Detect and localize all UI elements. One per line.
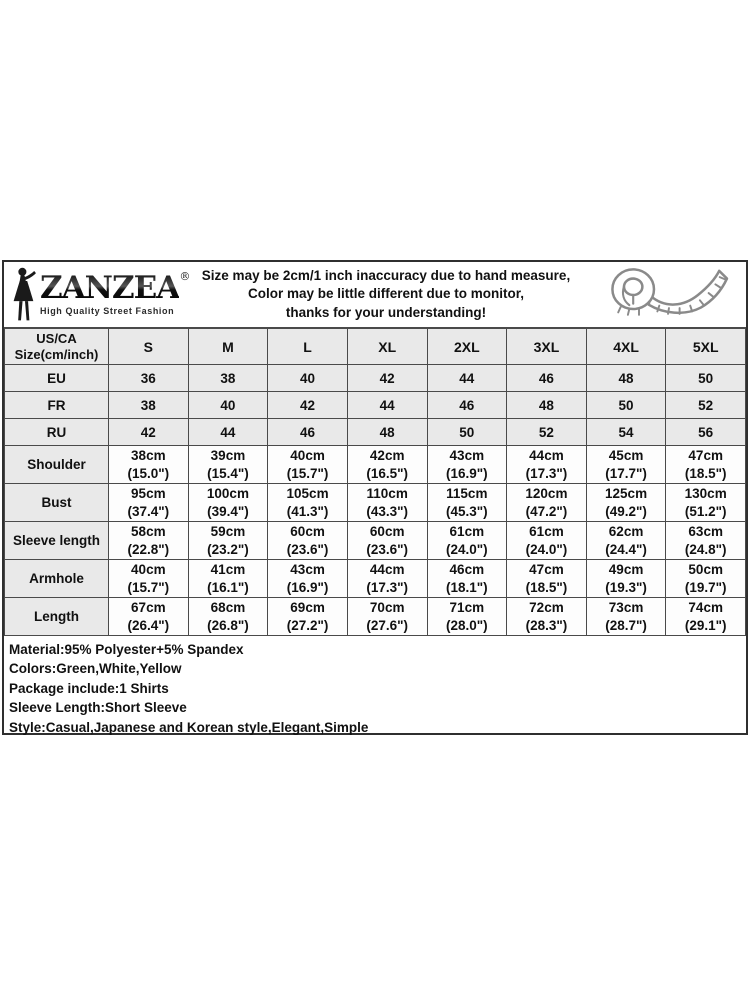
shoulder-cell	[109, 446, 189, 484]
fr-value: 42	[268, 392, 348, 419]
armhole-cell	[109, 560, 189, 598]
cm-value: 130cm	[684, 486, 727, 501]
inch-value: (51.2")	[684, 503, 727, 519]
cm-value: 74cm	[688, 600, 723, 615]
inch-value: (47.2")	[525, 503, 568, 519]
cm-value: 47cm	[529, 562, 564, 577]
cm-value: 105cm	[286, 486, 329, 501]
size-col-3xl: 3XL	[507, 329, 587, 365]
inch-value: (24.8")	[684, 541, 727, 557]
eu-value: 36	[109, 365, 189, 392]
table-row-length	[5, 598, 746, 636]
inch-value: (19.3")	[605, 579, 647, 595]
cm-value: 70cm	[369, 600, 405, 615]
inch-value: (24.0")	[525, 541, 568, 557]
table-row-bust	[5, 484, 746, 522]
eu-value: 50	[666, 365, 746, 392]
length-cell	[586, 598, 666, 636]
cm-value: 60cm	[290, 524, 325, 539]
inch-value: (15.0")	[127, 465, 170, 481]
cm-value: 100cm	[206, 486, 249, 501]
eu-value: 48	[586, 365, 666, 392]
fr-value: 50	[586, 392, 666, 419]
armhole-cell	[268, 560, 348, 598]
size-col-4xl: 4XL	[586, 329, 666, 365]
row-label-armhole: Armhole	[5, 560, 109, 598]
cm-value: 62cm	[608, 524, 644, 539]
detail-sleeve-length: Sleeve Length:Short Sleeve	[9, 700, 187, 716]
cm-value: 50cm	[688, 562, 723, 577]
detail-material: Material:95% Polyester+5% Spandex	[9, 642, 244, 657]
length-cell	[347, 598, 427, 636]
disclaimer-line-2: Color may be little different due to monitor,	[247, 286, 525, 302]
ru-value: 42	[109, 419, 189, 446]
armhole-cell	[188, 560, 268, 598]
bust-cell	[427, 484, 507, 522]
size-chart-sheet	[2, 260, 748, 735]
inch-value: (29.1")	[684, 617, 727, 633]
size-col-2xl: 2XL	[427, 329, 507, 365]
fr-value: 48	[507, 392, 587, 419]
armhole-cell	[347, 560, 427, 598]
armhole-cell	[666, 560, 746, 598]
row-label-shoulder: Shoulder	[5, 446, 109, 484]
fr-value: 38	[109, 392, 189, 419]
brand-band	[4, 262, 746, 328]
detail-style: Style:Casual,Japanese and Korean style,Elegant,Simple	[9, 719, 369, 735]
cm-value: 95cm	[131, 486, 166, 501]
size-table	[4, 328, 746, 636]
inch-value: (16.9")	[445, 465, 488, 481]
size-col-s: S	[109, 329, 189, 365]
eu-value: 40	[268, 365, 348, 392]
inch-value: (27.6")	[366, 617, 409, 633]
detail-package: Package include:1 Shirts	[9, 680, 169, 696]
inch-value: (26.8")	[207, 617, 249, 633]
disclaimer-line-1: Size may be 2cm/1 inch inaccuracy due to hand measure,	[201, 267, 571, 283]
table-row-shoulder	[5, 446, 746, 484]
cm-value: 41cm	[210, 562, 246, 577]
table-row-eu	[5, 365, 746, 392]
cm-value: 45cm	[608, 448, 644, 463]
fr-value: 44	[347, 392, 427, 419]
cm-value: 40cm	[290, 448, 325, 463]
inch-value: (15.7")	[127, 579, 170, 595]
cm-value: 63cm	[688, 524, 723, 539]
cm-value: 73cm	[608, 600, 644, 615]
armhole-cell	[586, 560, 666, 598]
registered-mark: ®	[179, 270, 191, 283]
brand-tagline: High Quality Street Fashion	[40, 306, 175, 316]
measure-disclaimer	[176, 262, 596, 327]
size-col-l: L	[268, 329, 348, 365]
inch-value: (16.9")	[286, 579, 329, 595]
cm-value: 39cm	[210, 448, 246, 463]
sleeve-cell	[586, 522, 666, 560]
inch-value: (27.2")	[286, 617, 329, 633]
inch-value: (49.2")	[605, 503, 647, 519]
inch-value: (45.3")	[445, 503, 488, 519]
table-row-armhole	[5, 560, 746, 598]
bust-cell	[268, 484, 348, 522]
cm-value: 68cm	[210, 600, 246, 615]
sleeve-cell	[427, 522, 507, 560]
cm-value: 44cm	[369, 562, 405, 577]
inch-value: (18.5")	[684, 465, 727, 481]
brand-logo-text	[40, 270, 191, 316]
shoulder-cell	[666, 446, 746, 484]
inch-value: (41.3")	[286, 503, 329, 519]
cm-value: 120cm	[525, 486, 568, 501]
table-row-sleeve-length	[5, 522, 746, 560]
bust-cell	[666, 484, 746, 522]
brand-name: ZANZEA	[40, 270, 180, 306]
inch-value: (19.7")	[684, 579, 727, 595]
inch-value: (22.8")	[127, 541, 170, 557]
ru-value: 44	[188, 419, 268, 446]
sleeve-cell	[347, 522, 427, 560]
size-header-label-line1: US/CA	[36, 330, 77, 346]
row-label-fr: FR	[5, 392, 109, 419]
length-cell	[427, 598, 507, 636]
bust-cell	[109, 484, 189, 522]
cm-value: 60cm	[369, 524, 405, 539]
inch-value: (16.5")	[366, 465, 409, 481]
inch-value: (23.6")	[286, 541, 329, 557]
size-header-row	[5, 329, 746, 365]
ru-value: 52	[507, 419, 587, 446]
row-label-eu: EU	[5, 365, 109, 392]
row-label-bust: Bust	[5, 484, 109, 522]
cm-value: 59cm	[210, 524, 246, 539]
inch-value: (43.3")	[366, 503, 409, 519]
ru-value: 54	[586, 419, 666, 446]
table-row-ru	[5, 419, 746, 446]
disclaimer-line-3: thanks for your understanding!	[285, 304, 487, 320]
bust-cell	[586, 484, 666, 522]
cm-value: 67cm	[131, 600, 166, 615]
cm-value: 61cm	[529, 524, 564, 539]
inch-value: (15.4")	[207, 465, 249, 481]
ru-value: 56	[666, 419, 746, 446]
cm-value: 46cm	[449, 562, 485, 577]
shoulder-cell	[586, 446, 666, 484]
eu-value: 42	[347, 365, 427, 392]
fr-value: 40	[188, 392, 268, 419]
bust-cell	[347, 484, 427, 522]
size-col-xl: XL	[347, 329, 427, 365]
cm-value: 43cm	[449, 448, 485, 463]
inch-value: (26.4")	[127, 617, 170, 633]
row-label-ru: RU	[5, 419, 109, 446]
cm-value: 44cm	[529, 448, 564, 463]
length-cell	[666, 598, 746, 636]
size-col-m: M	[188, 329, 268, 365]
eu-value: 46	[507, 365, 587, 392]
eu-value: 44	[427, 365, 507, 392]
size-col-5xl: 5XL	[666, 329, 746, 365]
cm-value: 110cm	[366, 486, 408, 501]
cm-value: 125cm	[605, 486, 648, 501]
eu-value: 38	[188, 365, 268, 392]
armhole-cell	[507, 560, 587, 598]
sleeve-cell	[268, 522, 348, 560]
cm-value: 40cm	[131, 562, 166, 577]
inch-value: (16.1")	[207, 579, 249, 595]
ru-value: 46	[268, 419, 348, 446]
cm-value: 61cm	[449, 524, 485, 539]
cm-value: 58cm	[131, 524, 166, 539]
shoulder-cell	[188, 446, 268, 484]
detail-colors: Colors:Green,White,Yellow	[9, 661, 182, 677]
shoulder-cell	[347, 446, 427, 484]
size-header-label-line2: Size(cm/inch)	[14, 346, 99, 362]
length-cell	[188, 598, 268, 636]
cm-value: 49cm	[608, 562, 644, 577]
bust-cell	[507, 484, 587, 522]
measuring-tape-icon	[596, 262, 746, 327]
cm-value: 38cm	[131, 448, 166, 463]
length-cell	[507, 598, 587, 636]
inch-value: (18.5")	[525, 579, 568, 595]
sleeve-cell	[109, 522, 189, 560]
inch-value: (18.1")	[445, 579, 488, 595]
sleeve-cell	[188, 522, 268, 560]
cm-value: 47cm	[688, 448, 723, 463]
cm-value: 72cm	[529, 600, 564, 615]
cm-value: 43cm	[290, 562, 325, 577]
inch-value: (28.3")	[525, 617, 568, 633]
fr-value: 46	[427, 392, 507, 419]
shoulder-cell	[427, 446, 507, 484]
inch-value: (17.3")	[366, 579, 409, 595]
row-label-length: Length	[5, 598, 109, 636]
inch-value: (17.7")	[605, 465, 647, 481]
inch-value: (24.4")	[605, 541, 647, 557]
cm-value: 69cm	[290, 600, 325, 615]
cm-value: 71cm	[449, 600, 485, 615]
length-cell	[109, 598, 189, 636]
inch-value: (24.0")	[445, 541, 488, 557]
inch-value: (17.3")	[525, 465, 568, 481]
bust-cell	[188, 484, 268, 522]
shoulder-cell	[507, 446, 587, 484]
inch-value: (15.7")	[286, 465, 329, 481]
brand-logo	[4, 262, 191, 327]
armhole-cell	[427, 560, 507, 598]
product-details	[4, 636, 746, 737]
woman-silhouette-icon	[11, 267, 39, 323]
table-row-fr	[5, 392, 746, 419]
row-label-sleeve-length: Sleeve length	[5, 522, 109, 560]
ru-value: 50	[427, 419, 507, 446]
inch-value: (37.4")	[127, 503, 170, 519]
cm-value: 42cm	[369, 448, 405, 463]
sleeve-cell	[666, 522, 746, 560]
inch-value: (23.6")	[366, 541, 409, 557]
ru-value: 48	[347, 419, 427, 446]
inch-value: (39.4")	[207, 503, 249, 519]
inch-value: (28.7")	[605, 617, 647, 633]
size-header-label	[5, 329, 109, 365]
fr-value: 52	[666, 392, 746, 419]
cm-value: 115cm	[446, 486, 488, 501]
length-cell	[268, 598, 348, 636]
sleeve-cell	[507, 522, 587, 560]
inch-value: (23.2")	[207, 541, 249, 557]
shoulder-cell	[268, 446, 348, 484]
inch-value: (28.0")	[445, 617, 488, 633]
